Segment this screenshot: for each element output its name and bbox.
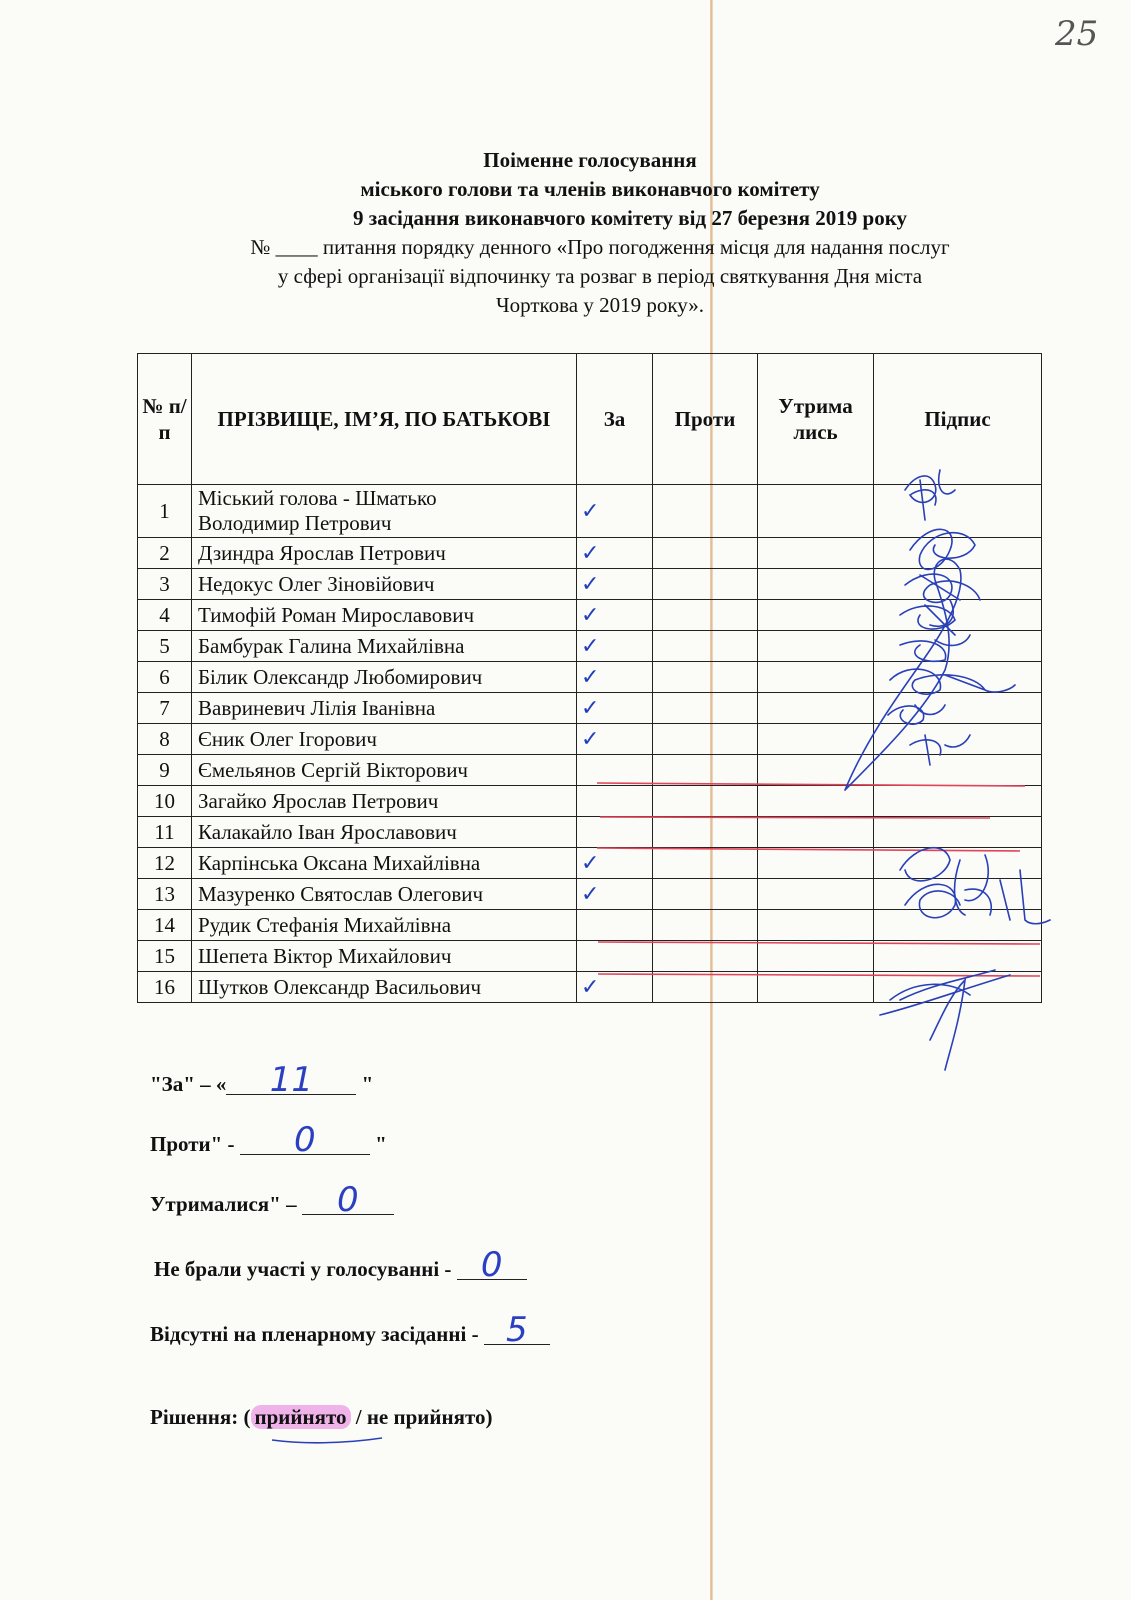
row-signature	[874, 693, 1042, 724]
table-row	[138, 662, 1042, 693]
table-row	[138, 600, 1042, 631]
tally-absent-value: 5	[484, 1316, 550, 1345]
row-vote-for	[577, 817, 653, 848]
row-num: 14	[138, 910, 192, 941]
row-vote-abstained	[758, 693, 874, 724]
row-vote-for	[577, 485, 653, 538]
row-vote-abstained	[758, 600, 874, 631]
row-num: 16	[138, 972, 192, 1003]
row-vote-abstained	[758, 724, 874, 755]
row-signature	[874, 786, 1042, 817]
row-vote-against	[653, 879, 758, 910]
row-vote-for	[577, 941, 653, 972]
table-row	[138, 879, 1042, 910]
tally-not-voted-label: Не брали участі у голосуванні -	[154, 1257, 452, 1281]
roll-call-table	[137, 353, 1042, 1003]
row-vote-against	[653, 941, 758, 972]
table-row	[138, 786, 1042, 817]
row-vote-for	[577, 755, 653, 786]
decision-adopted-highlight: прийнято	[251, 1405, 351, 1429]
row-name: Тимофій Роман Мирославович	[192, 600, 577, 631]
row-name: Єник Олег Ігорович	[192, 724, 577, 755]
checkmark-icon: ✓	[581, 974, 600, 1000]
row-vote-for	[577, 600, 653, 631]
header-name: ПРІЗВИЩЕ, ІМ’Я, ПО БАТЬКОВІ	[192, 354, 577, 485]
header-against: Проти	[653, 354, 758, 485]
row-name: Дзиндра Ярослав Петрович	[192, 538, 577, 569]
table-row	[138, 631, 1042, 662]
checkmark-icon: ✓	[581, 726, 600, 752]
row-vote-against	[653, 538, 758, 569]
row-vote-abstained	[758, 786, 874, 817]
row-vote-for	[577, 631, 653, 662]
row-vote-for	[577, 538, 653, 569]
row-vote-abstained	[758, 972, 874, 1003]
row-vote-against	[653, 755, 758, 786]
decision-rest: / не прийнято)	[350, 1405, 493, 1429]
row-vote-for	[577, 879, 653, 910]
row-vote-abstained	[758, 485, 874, 538]
row-num: 1	[138, 485, 192, 538]
row-num: 15	[138, 941, 192, 972]
row-vote-abstained	[758, 910, 874, 941]
header-num: № п/ п	[138, 354, 192, 485]
row-num: 10	[138, 786, 192, 817]
tally-absent	[150, 1310, 550, 1350]
question-line-2: у сфері організації відпочинку та розваг в період святкування Дня міста	[277, 264, 923, 288]
tally-against-close: "	[375, 1132, 387, 1156]
checkmark-icon: ✓	[581, 498, 600, 524]
row-vote-against	[653, 693, 758, 724]
row-vote-abstained	[758, 631, 874, 662]
row-vote-abstained	[758, 538, 874, 569]
row-num: 9	[138, 755, 192, 786]
tally-against	[150, 1120, 387, 1160]
row-num: 2	[138, 538, 192, 569]
checkmark-icon: ✓	[581, 695, 600, 721]
checkmark-icon: ✓	[581, 881, 600, 907]
row-vote-against	[653, 569, 758, 600]
header-signature: Підпис	[874, 354, 1042, 485]
row-num: 4	[138, 600, 192, 631]
row-signature	[874, 631, 1042, 662]
checkmark-icon: ✓	[581, 571, 600, 597]
row-num: 7	[138, 693, 192, 724]
row-num: 5	[138, 631, 192, 662]
table-row	[138, 569, 1042, 600]
tally-abstained	[150, 1180, 394, 1220]
table-row	[138, 755, 1042, 786]
row-vote-for	[577, 569, 653, 600]
decision	[150, 1405, 492, 1430]
title-line-1: Поіменне голосування	[483, 148, 697, 172]
header-for: За	[577, 354, 653, 485]
agenda-question	[150, 233, 1050, 320]
checkmark-icon: ✓	[581, 540, 600, 566]
row-name: Недокус Олег Зіновійович	[192, 569, 577, 600]
row-signature	[874, 600, 1042, 631]
row-signature	[874, 910, 1042, 941]
row-vote-for	[577, 786, 653, 817]
page-number: 25	[1055, 14, 1099, 54]
row-vote-abstained	[758, 817, 874, 848]
row-name: Рудик Стефанія Михайлівна	[192, 910, 577, 941]
row-vote-abstained	[758, 941, 874, 972]
row-vote-for	[577, 848, 653, 879]
row-signature	[874, 972, 1042, 1003]
row-vote-abstained	[758, 569, 874, 600]
row-signature	[874, 848, 1042, 879]
row-name: Ємельянов Сергій Вікторович	[192, 755, 577, 786]
row-signature	[874, 941, 1042, 972]
row-signature	[874, 662, 1042, 693]
table-header-row	[138, 354, 1042, 485]
row-signature	[874, 724, 1042, 755]
tally-abstained-label: Утрималися" –	[150, 1192, 297, 1216]
table-row	[138, 941, 1042, 972]
row-name-line-2: Володимир Петрович	[198, 511, 392, 535]
table-row	[138, 910, 1042, 941]
row-num: 3	[138, 569, 192, 600]
tally-against-value: 0	[240, 1126, 370, 1155]
row-signature	[874, 569, 1042, 600]
question-line-1: № ____ питання порядку денного «Про погодження місця для надання послуг	[250, 235, 950, 259]
tally-not-voted-value: 0	[457, 1251, 527, 1280]
row-vote-abstained	[758, 848, 874, 879]
row-vote-against	[653, 724, 758, 755]
table-row	[138, 538, 1042, 569]
row-vote-against	[653, 848, 758, 879]
row-signature	[874, 817, 1042, 848]
row-name: Мазуренко Святослав Олегович	[192, 879, 577, 910]
row-signature	[874, 879, 1042, 910]
row-signature	[874, 755, 1042, 786]
tally-abstained-value: 0	[302, 1186, 394, 1215]
table-row	[138, 972, 1042, 1003]
row-signature	[874, 538, 1042, 569]
decision-underline	[272, 1438, 382, 1443]
row-name	[192, 485, 577, 538]
row-num: 6	[138, 662, 192, 693]
checkmark-icon: ✓	[581, 850, 600, 876]
tally-for-label: "За" – «	[150, 1072, 227, 1096]
row-vote-against	[653, 910, 758, 941]
row-name: Бамбурак Галина Михайлівна	[192, 631, 577, 662]
row-name: Білик Олександр Любомирович	[192, 662, 577, 693]
row-vote-against	[653, 817, 758, 848]
row-vote-abstained	[758, 879, 874, 910]
row-vote-for	[577, 724, 653, 755]
title-line-2: міського голови та членів виконавчого комітету	[360, 177, 820, 201]
row-name: Загайко Ярослав Петрович	[192, 786, 577, 817]
tally-for	[150, 1060, 374, 1100]
row-vote-for	[577, 910, 653, 941]
question-line-3: Чорткова у 2019 року».	[495, 293, 705, 317]
table-row	[138, 817, 1042, 848]
row-vote-against	[653, 786, 758, 817]
row-num: 8	[138, 724, 192, 755]
row-name: Вавриневич Лілія Іванівна	[192, 693, 577, 724]
row-vote-abstained	[758, 755, 874, 786]
header-abstained: Утрима лись	[758, 354, 874, 485]
row-vote-against	[653, 600, 758, 631]
row-vote-against	[653, 631, 758, 662]
row-num: 13	[138, 879, 192, 910]
row-name: Калакайло Іван Ярославович	[192, 817, 577, 848]
checkmark-icon: ✓	[581, 602, 600, 628]
tally-for-close: "	[361, 1072, 374, 1096]
tally-absent-label: Відсутні на пленарному засіданні -	[150, 1322, 479, 1346]
row-name: Карпінська Оксана Михайлівна	[192, 848, 577, 879]
row-vote-against	[653, 485, 758, 538]
tally-for-value: 11	[226, 1066, 356, 1095]
checkmark-icon: ✓	[581, 664, 600, 690]
title-line-3: 9 засідання виконавчого комітету від 27 березня 2019 року	[353, 206, 907, 230]
table-row	[138, 848, 1042, 879]
tally-against-label: Проти" -	[150, 1132, 235, 1156]
row-vote-against	[653, 662, 758, 693]
row-vote-against	[653, 972, 758, 1003]
row-vote-for	[577, 972, 653, 1003]
checkmark-icon: ✓	[581, 633, 600, 659]
row-num: 11	[138, 817, 192, 848]
row-name: Шепета Віктор Михайлович	[192, 941, 577, 972]
row-vote-abstained	[758, 662, 874, 693]
table-row	[138, 724, 1042, 755]
row-vote-for	[577, 662, 653, 693]
row-signature	[874, 485, 1042, 538]
decision-label: Рішення: (	[150, 1405, 251, 1429]
row-name-line-1: Міський голова - Шматько	[198, 486, 437, 510]
row-num: 12	[138, 848, 192, 879]
tally-not-voted	[154, 1245, 527, 1285]
table-row	[138, 693, 1042, 724]
row-vote-for	[577, 693, 653, 724]
table-row	[138, 485, 1042, 538]
row-name: Шутков Олександр Васильович	[192, 972, 577, 1003]
